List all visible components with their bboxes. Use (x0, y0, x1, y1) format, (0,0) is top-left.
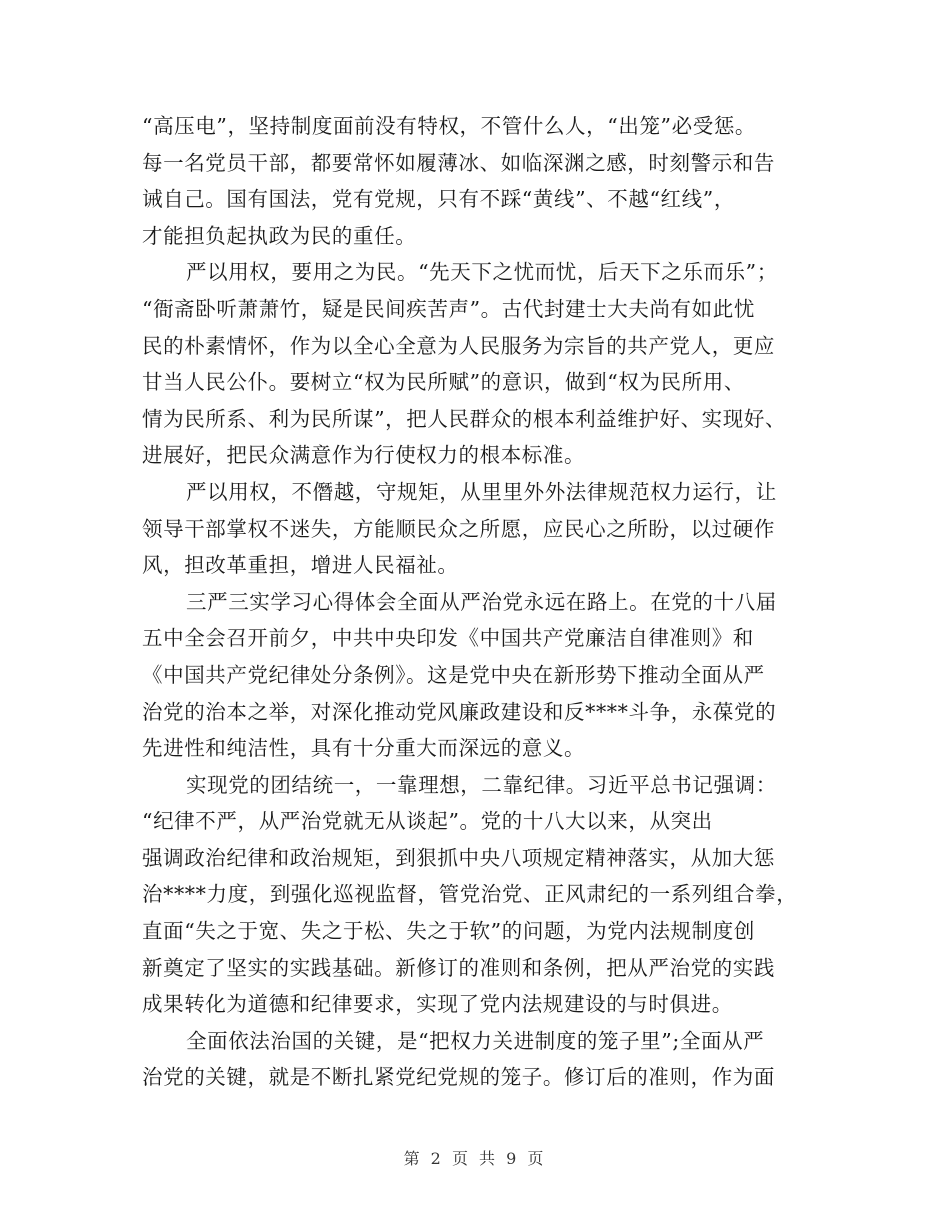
paragraph-2 (142, 254, 810, 474)
text-line: “衙斋卧听萧萧竹，疑是民间疾苦声”。古代封建士大夫尚有如此忧 (142, 296, 755, 321)
text-line: 甘当人民公仆。要树立“权为民所赋”的意识，做到“权为民所用、 (142, 370, 745, 395)
text-line: 成果转化为道德和纪律要求，实现了党内法规建设的与时俱进。 (142, 992, 733, 1017)
text-line: 治党的治本之举，对深化推动党风廉政建设和反****斗争，永葆党的 (142, 699, 777, 724)
page-number-footer: 第 2 页 共 9 页 (403, 1149, 547, 1168)
text-line: 治****力度，到强化巡视监督，管党治党、正风肃纪的一系列组合拳， (142, 882, 798, 907)
text-line: 全面依法治国的关键，是“把权力关进制度的笼子里”;全面从严 (186, 1028, 765, 1053)
text-line: 严以用权，不僭越，守规矩，从里里外外法律规范权力运行，让 (186, 479, 777, 504)
text-line: 风，担改革重担，增进人民福祉。 (142, 553, 459, 578)
paragraph-3 (142, 474, 810, 584)
text-line: 领导干部掌权不迷失，方能顺民众之所愿，应民心之所盼，以过硬作 (142, 516, 775, 541)
text-line: 《中国共产党纪律处分条例》。这是党中央在新形势下推动全面从严 (142, 662, 765, 687)
text-line: “高压电”，坚持制度面前没有特权，不管什么人，“出笼”必受惩。 (142, 114, 757, 138)
document-body (142, 108, 810, 1096)
text-line: 强调政治纪律和政治规矩，到狠抓中央八项规定精神落实，从加大惩 (142, 845, 775, 870)
text-line: 诫自己。国有国法，党有党规，只有不踩“黄线”、不越“红线”， (142, 187, 735, 212)
text-line: 五中全会召开前夕，中共中央印发《中国共产党廉洁自律准则》和 (142, 626, 754, 651)
text-line: 情为民所系、利为民所谋”，把人民群众的根本利益维护好、实现好、 (142, 406, 787, 431)
text-line: 严以用权，要用之为民。“先天下之忧而忧，后天下之乐而乐”； (186, 260, 778, 285)
text-line: 才能担负起执政为民的重任。 (142, 223, 417, 248)
paragraph-4 (142, 584, 810, 767)
text-line: 实现党的团结统一，一靠理想，二靠纪律。习近平总书记强调： (186, 772, 777, 797)
text-line: 民的朴素情怀，作为以全心全意为人民服务为宗旨的共产党人，更应 (142, 333, 775, 358)
text-line: 进展好，把民众满意作为行使权力的根本标准。 (142, 443, 586, 468)
paragraph-5 (142, 767, 810, 1023)
paragraph-6 (142, 1023, 810, 1096)
text-line: 新奠定了坚实的实践基础。新修订的准则和条例，把从严治党的实践 (142, 955, 775, 980)
text-line: 直面“失之于宽、失之于松、失之于软”的问题，为党内法规制度创 (142, 919, 755, 944)
text-line: “纪律不严，从严治党就无从谈起”。党的十八大以来，从突出 (142, 809, 713, 834)
paragraph-1 (142, 108, 810, 254)
text-line: 先进性和纯洁性，具有十分重大而深远的意义。 (142, 736, 586, 761)
text-line: 治党的关键，就是不断扎紧党纪党规的笼子。修订后的准则，作为面 (142, 1065, 775, 1090)
text-line: 三严三实学习心得体会全面从严治党永远在路上。在党的十八届 (186, 589, 777, 614)
text-line: 每一名党员干部，都要常怀如履薄冰、如临深渊之感，时刻警示和告 (142, 150, 775, 175)
